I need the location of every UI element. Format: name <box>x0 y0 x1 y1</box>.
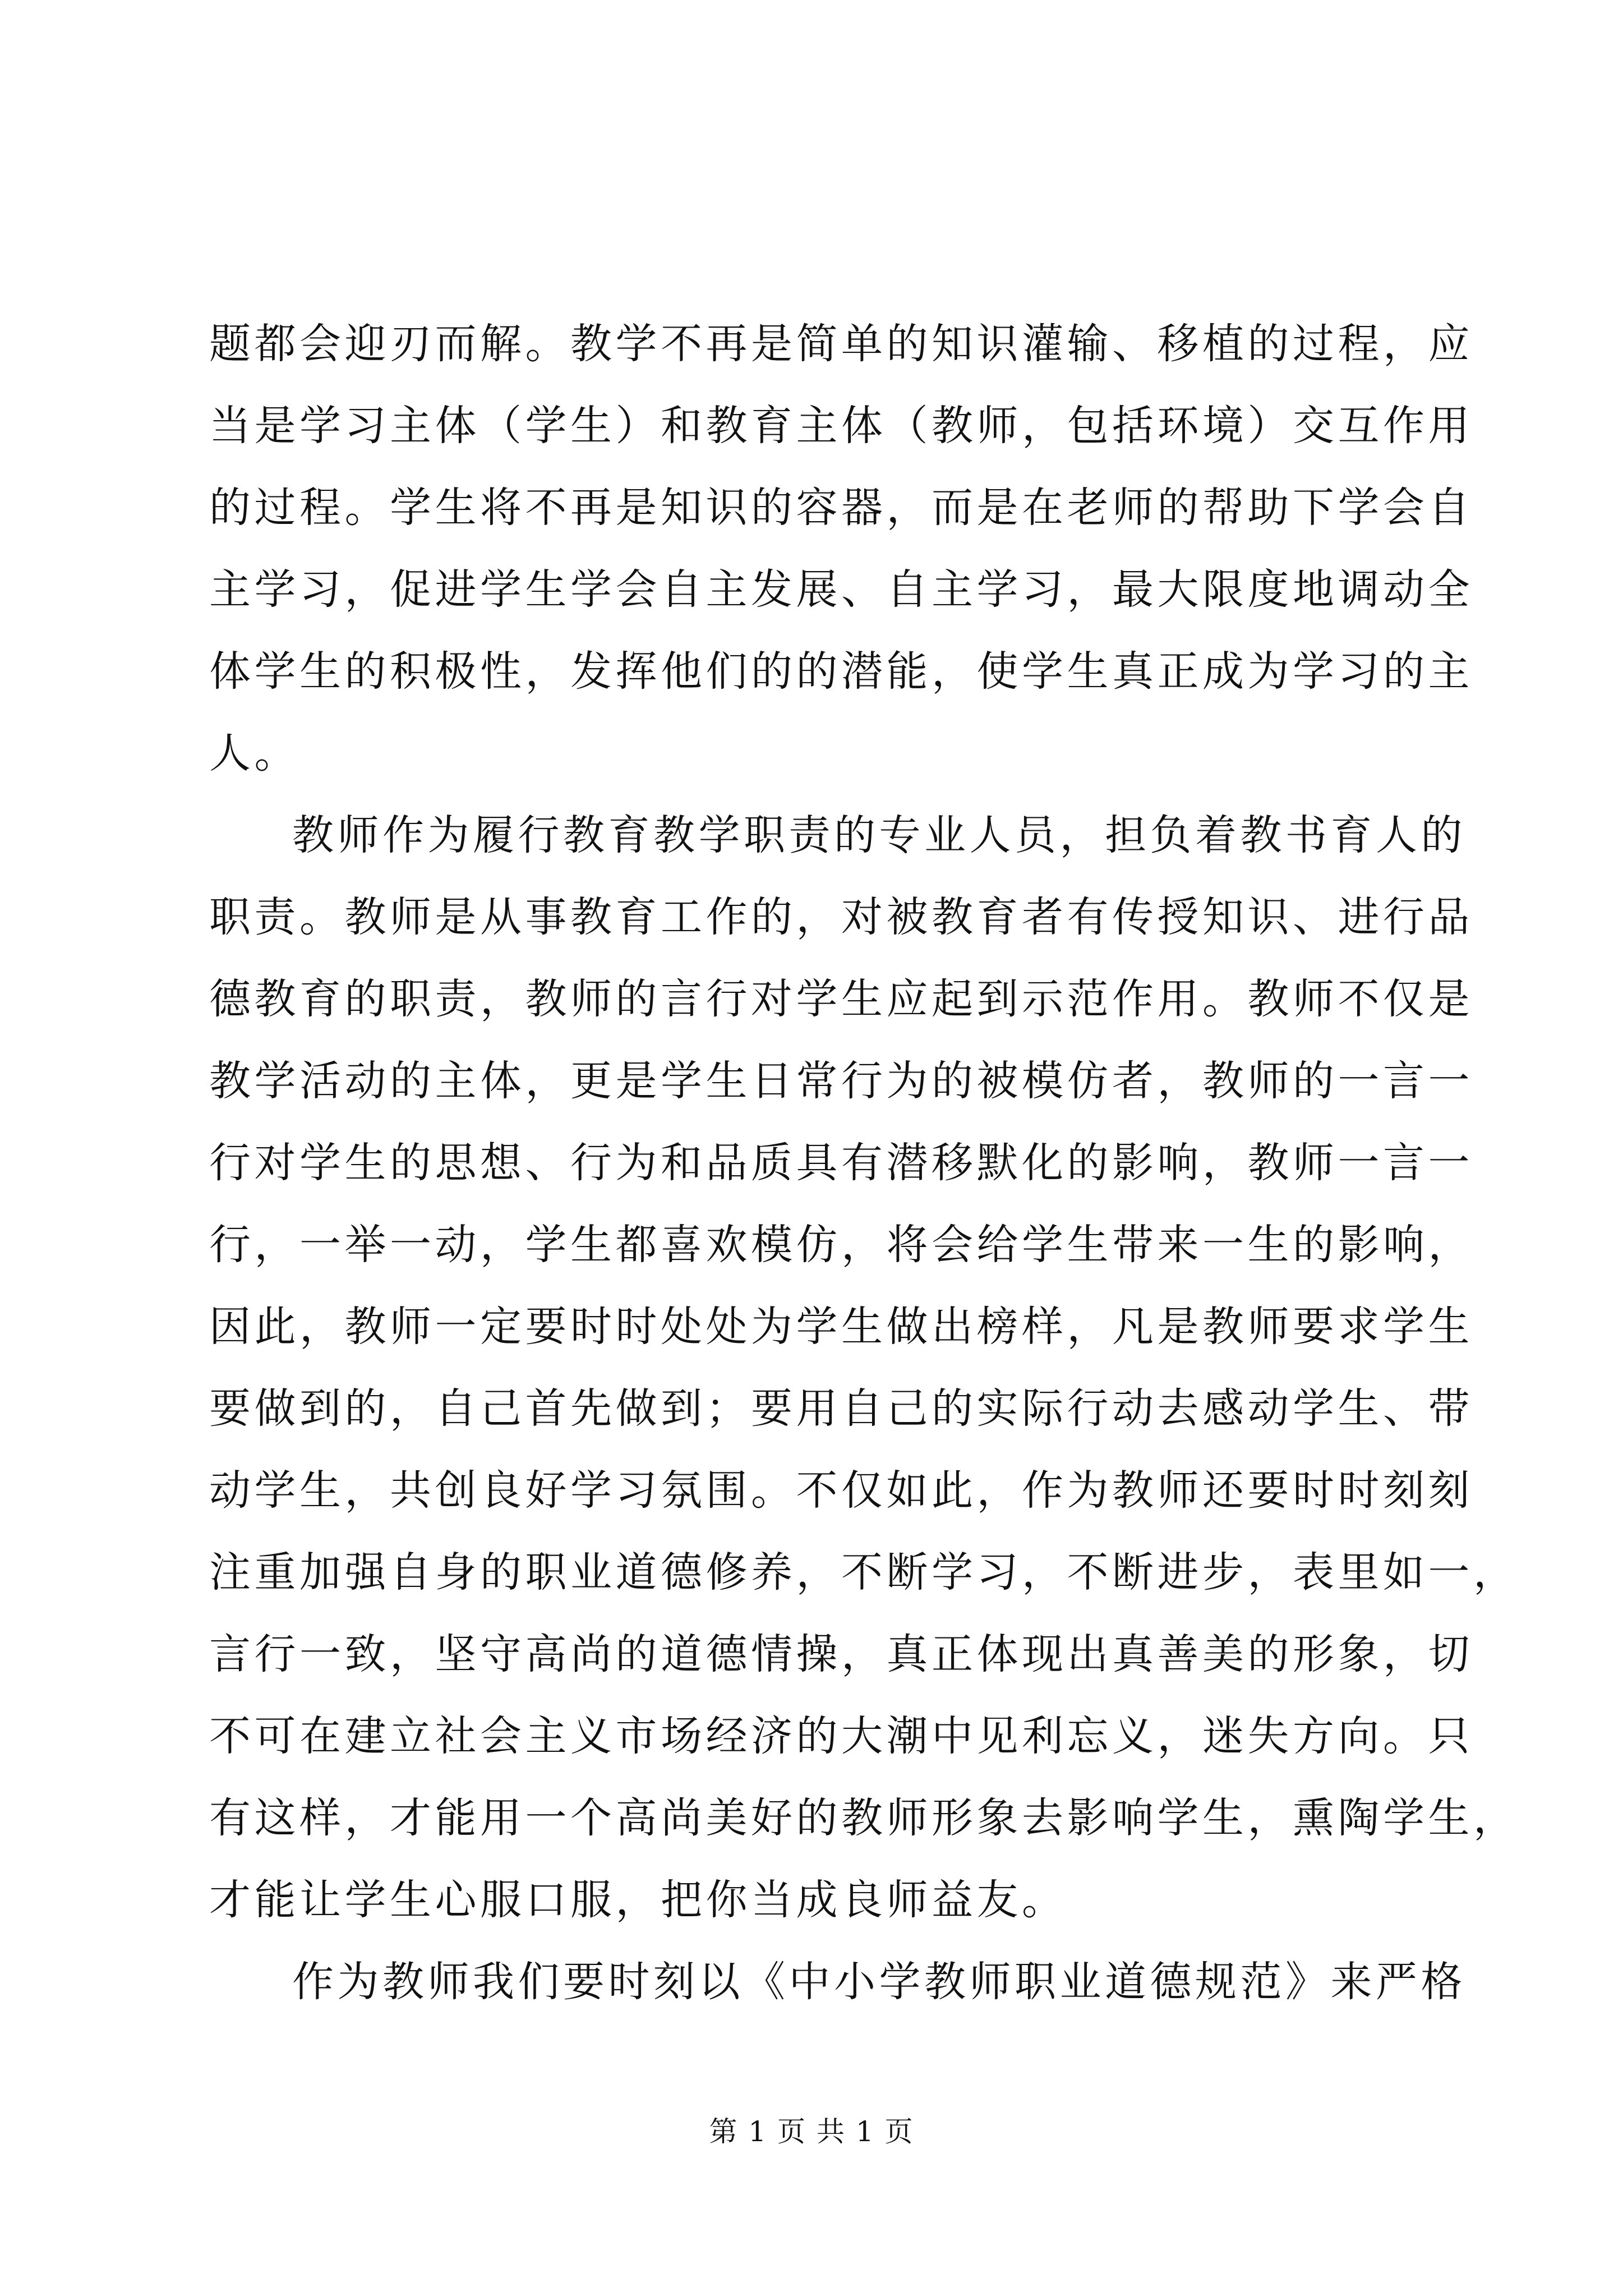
text-line: 德教育的职责，教师的言行对学生应起到示范作用。教师不仅是 <box>209 975 1473 1023</box>
text-line: 题都会迎刃而解。教学不再是简单的知识灌输、移植的过程，应 <box>209 320 1473 368</box>
text-line: 才能让学生心服口服，把你当成良师益友。 <box>209 1876 1067 1924</box>
text-line: 职责。教师是从事教育工作的，对被教育者有传授知识、进行品 <box>209 893 1473 941</box>
text-line: 注重加强自身的职业道德修养，不断学习，不断进步，表里如一， <box>209 1548 1519 1596</box>
text-line: 行对学生的思想、行为和品质具有潜移默化的影响，教师一言一 <box>209 1139 1473 1187</box>
text-line: 人。 <box>209 729 299 777</box>
text-line: 因此，教师一定要时时处处为学生做出榜样，凡是教师要求学生 <box>209 1303 1473 1351</box>
text-line: 要做到的，自己首先做到；要用自己的实际行动去感动学生、带 <box>209 1384 1473 1433</box>
text-line: 教学活动的主体，更是学生日常行为的被模仿者，教师的一言一 <box>209 1057 1473 1105</box>
text-line: 体学生的积极性，发挥他们的的潜能，使学生真正成为学习的主 <box>209 647 1473 696</box>
text-line: 的过程。学生将不再是知识的容器，而是在老师的帮助下学会自 <box>209 484 1473 532</box>
text-line: 作为教师我们要时刻以《中小学教师职业道德规范》来严格 <box>292 1958 1466 2006</box>
text-line: 不可在建立社会主义市场经济的大潮中见利忘义，迷失方向。只 <box>209 1712 1473 1760</box>
text-line: 行，一举一动，学生都喜欢模仿，将会给学生带来一生的影响， <box>209 1221 1473 1269</box>
text-line: 有这样，才能用一个高尚美好的教师形象去影响学生，熏陶学生， <box>209 1794 1519 1842</box>
document-body <box>209 303 1519 2023</box>
text-line: 教师作为履行教育教学职责的专业人员，担负着教书育人的 <box>292 811 1466 859</box>
text-line: 当是学习主体（学生）和教育主体（教师，包括环境）交互作用 <box>209 402 1473 450</box>
text-line: 动学生，共创良好学习氛围。不仅如此，作为教师还要时时刻刻 <box>209 1466 1473 1515</box>
text-line: 言行一致，坚守高尚的道德情操，真正体现出真善美的形象，切 <box>209 1630 1473 1678</box>
page-number-footer: 第 1 页 共 1 页 <box>709 2115 914 2148</box>
text-line: 主学习，促进学生学会自主发展、自主学习，最大限度地调动全 <box>209 565 1473 614</box>
